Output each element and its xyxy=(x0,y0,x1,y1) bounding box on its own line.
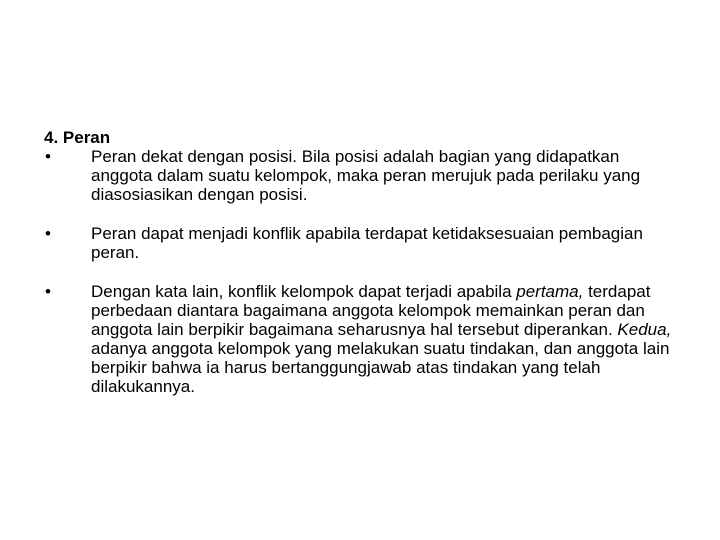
bullet-text: Peran dapat menjadi konflik apabila terdapat ketidaksesuaian pembagian peran. xyxy=(91,224,643,262)
bullet-item xyxy=(44,282,684,396)
bullet-item xyxy=(44,147,684,204)
bullet-text-italic: pertama, xyxy=(516,282,584,301)
bullet-text-segment: Dengan kata lain, konflik kelompok dapat terjadi apabila xyxy=(91,282,517,301)
slide-content xyxy=(44,128,684,396)
bullet-text: Peran dekat dengan posisi. Bila posisi adalah bagian yang didapatkan anggota dalam suatu kelompok, maka peran merujuk pada perilaku yang diasosiasikan dengan posisi. xyxy=(91,147,641,204)
bullet-marker: • xyxy=(45,282,51,301)
bullet-list xyxy=(44,147,684,396)
bullet-marker: • xyxy=(45,147,51,166)
bullet-marker: • xyxy=(45,224,51,243)
bullet-text-segment: terdapat perbedaan diantara bagaimana anggota kelompok memainkan peran dan anggota lain berpikir bagaimana seharusnya hal tersebut diperankan. xyxy=(91,282,651,339)
bullet-text-segment: adanya anggota kelompok yang melakukan suatu tindakan, dan anggota lain berpikir bahwa ia harus bertanggungjawab atas tindakan yang telah dilakukannya. xyxy=(91,339,670,396)
bullet-text-italic: Kedua, xyxy=(617,320,672,339)
bullet-item xyxy=(44,224,684,262)
slide-heading: 4. Peran xyxy=(44,128,111,147)
bullet-text xyxy=(91,282,684,396)
